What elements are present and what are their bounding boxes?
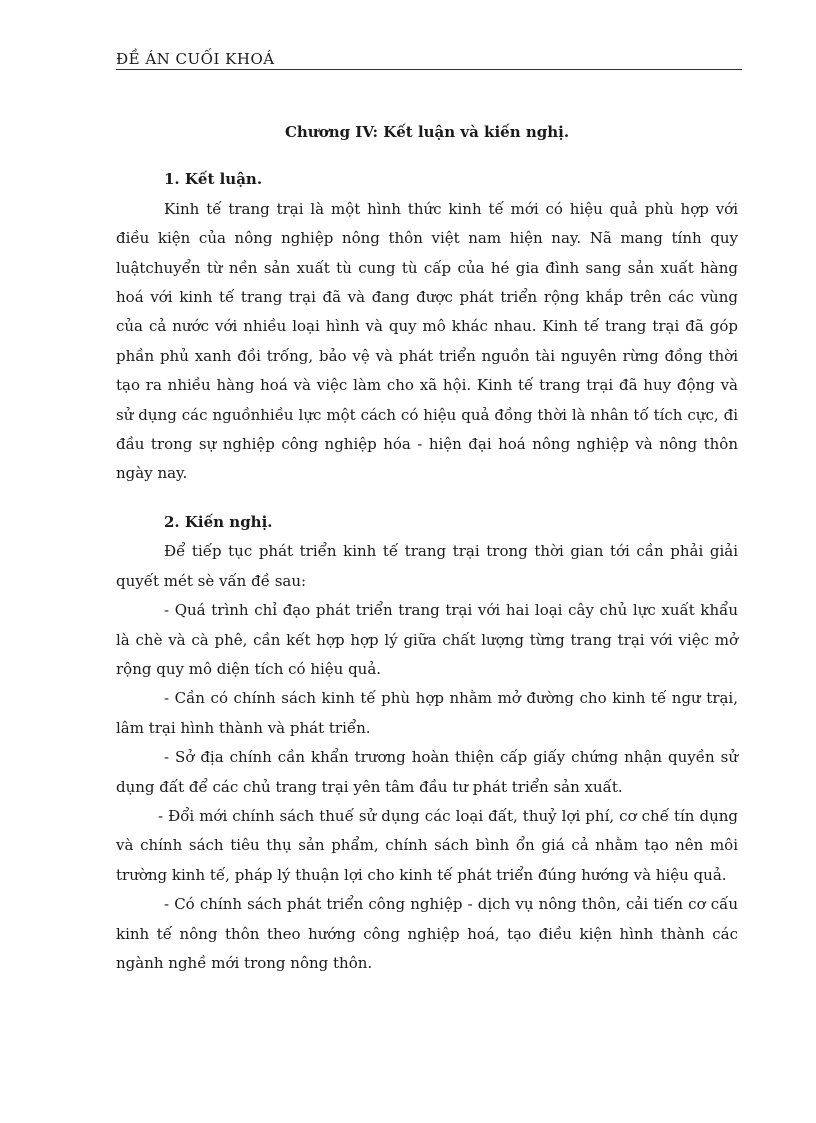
section-heading-conclusion: 1. Kết luận. — [164, 170, 263, 189]
recommendation-item: - Quá trình chỉ đạo phát triển trang trại với hai loại cây chủ lực xuất khẩu là chè và cà phê, cần kết hợp hợp lý giữa chất lượng từng trang trại với việc mở rộng quy mô diện tích có hiệu quả. — [116, 601, 738, 678]
header-divider — [116, 69, 742, 70]
document-body — [116, 118, 738, 978]
section-heading-recommendations: 2. Kiến nghị. — [164, 512, 273, 531]
recommendation-item: - Đổi mới chính sách thuế sử dụng các loại đất, thuỷ lợi phí, cơ chế tín dụng và chính sách tiêu thụ sản phẩm, chính sách bình ổn giá cả nhằm tạo nên môi trường kinh tế, pháp lý thuận lợi cho kinh tế phát triển đúng hướng và hiệu quả. — [116, 806, 738, 884]
section-spacer — [116, 489, 738, 508]
recommendations-intro: Để tiếp tục phát triển kinh tế trang trại trong thời gian tới cần phải giải quyết mét sè vấn đề sau: — [116, 542, 738, 590]
recommendation-item: - Cần có chính sách kinh tế phù hợp nhằm mở đường cho kinh tế ngư trại, lâm trại hình thành và phát triển. — [116, 689, 738, 737]
recommendation-item: - Có chính sách phát triển công nghiệp - dịch vụ nông thôn, cải tiến cơ cấu kinh tế nông thôn theo hướng công nghiệp hoá, tạo điều kiện hình thành các ngành nghề mới trong nông thôn. — [116, 895, 738, 972]
conclusion-paragraph: Kinh tế trang trại là một hình thức kinh tế mới có hiệu quả phù hợp với điều kiện của nông nghiệp nông thôn việt nam hiện nay. Nã mang tính quy luậtchuyển từ nền sản xuất tù cung tù cấp của hé gia đình sang sản xuất hàng hoá với kinh tế trang trại đã và đang được phát triển rộng khắp trên các vùng của cả nước với nhiều loại hình và quy mô khác nhau. Kinh tế trang trại đã góp phần phủ xanh đồi trống, bảo vệ và phát triển nguồn tài nguyên rừng đồng thời tạo ra nhiều hàng hoá và việc làm cho xã hội. Kinh tế trang trại đã huy động và sử dụng các nguồnhiều lực một cách có hiệu quả đồng thời là nhân tố tích cực, đi đầu trong sự nghiệp công nghiệp hóa - hiện đại hoá nông nghiệp và nông thôn ngày nay. — [116, 199, 738, 483]
chapter-title: Chương IV: Kết luận và kiến nghị. — [284, 123, 570, 141]
recommendation-item: - Sở địa chính cần khẩn trương hoàn thiện cấp giấy chứng nhận quyền sử dụng đất để các chủ trang trại yên tâm đầu tư phát triển sản xuất. — [116, 748, 738, 796]
running-header: ĐỀ ÁN CUỐI KHOÁ — [116, 50, 275, 68]
